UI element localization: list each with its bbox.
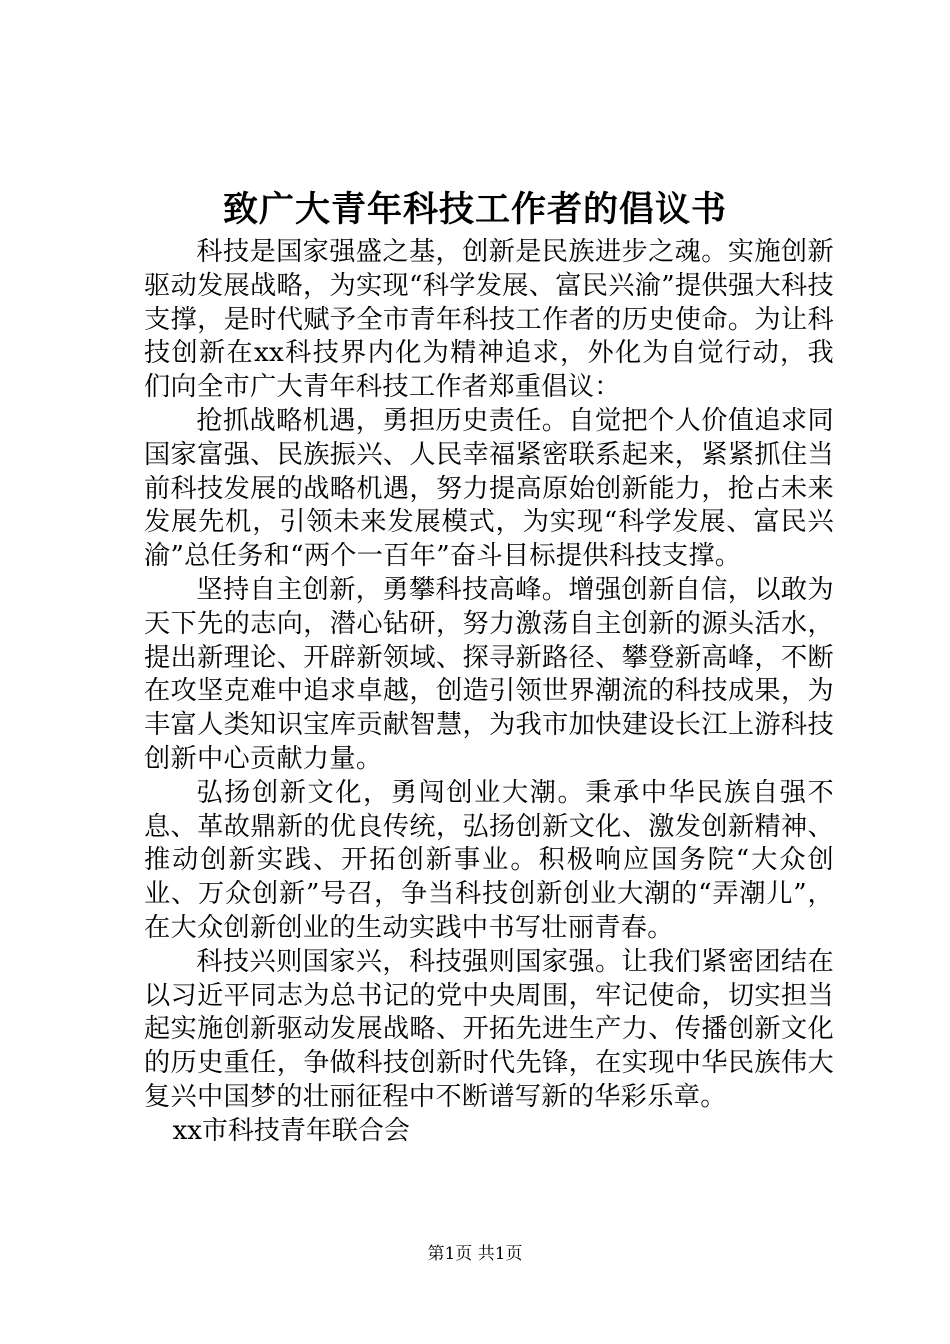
document-title: 致广大青年科技工作者的倡议书 bbox=[222, 189, 727, 230]
signature: xx市科技青年联合会 bbox=[172, 1115, 410, 1146]
page-footer: 第1页 共1页 bbox=[427, 1244, 523, 1264]
paragraph-1: 抢抓战略机遇，勇担历史责任。自觉把个人价值追求同国家富强、民族振兴、人民幸福紧密联系起来，紧紧抓住当前科技发展的战略机遇，努力提高原始创新能力，抢占未来发展先机，引领未来发展模式，为实现“科学发展、富民兴渝”总任务和“两个一百年”奋斗目标提供科技支撑。 bbox=[144, 405, 834, 572]
paragraph-3: 弘扬创新文化，勇闯创业大潮。秉承中华民族自强不息、革故鼎新的优良传统，弘扬创新文化、激发创新精神、推动创新实践、开拓创新事业。积极响应国务院“大众创业、万众创新”号召，争当科技创新创业大潮的“弄潮儿”，在大众创新创业的生动实践中书写壮丽青春。 bbox=[144, 777, 834, 943]
paragraph-conclusion: 科技兴则国家兴，科技强则国家强。让我们紧密团结在以习近平同志为总书记的党中央周围，牢记使命，切实担当起实施创新驱动发展战略、开拓先进生产力、传播创新文化的历史重任，争做科技创新时代先锋，在实现中华民族伟大复兴中国梦的壮丽征程中不断谱写新的华彩乐章。 bbox=[144, 946, 834, 1112]
paragraph-2: 坚持自主创新，勇攀科技高峰。增强创新自信，以敢为天下先的志向，潜心钻研，努力激荡自主创新的源头活水，提出新理论、开辟新领域、探寻新路径、攀登新高峰，不断在攻坚克难中追求卓越，创造引领世界潮流的科技成果，为丰富人类知识宝库贡献智慧，为我市加快建设长江上游科技创新中心贡献力量。 bbox=[144, 574, 834, 774]
paragraph-intro: 科技是国家强盛之基，创新是民族进步之魂。实施创新驱动发展战略，为实现“科学发展、富民兴渝”提供强大科技支撑，是时代赋予全市青年科技工作者的历史使命。为让科技创新在xx科技界内化为精神追求，外化为自觉行动，我们向全市广大青年科技工作者郑重倡议： bbox=[144, 237, 834, 403]
document-body bbox=[144, 236, 834, 1149]
